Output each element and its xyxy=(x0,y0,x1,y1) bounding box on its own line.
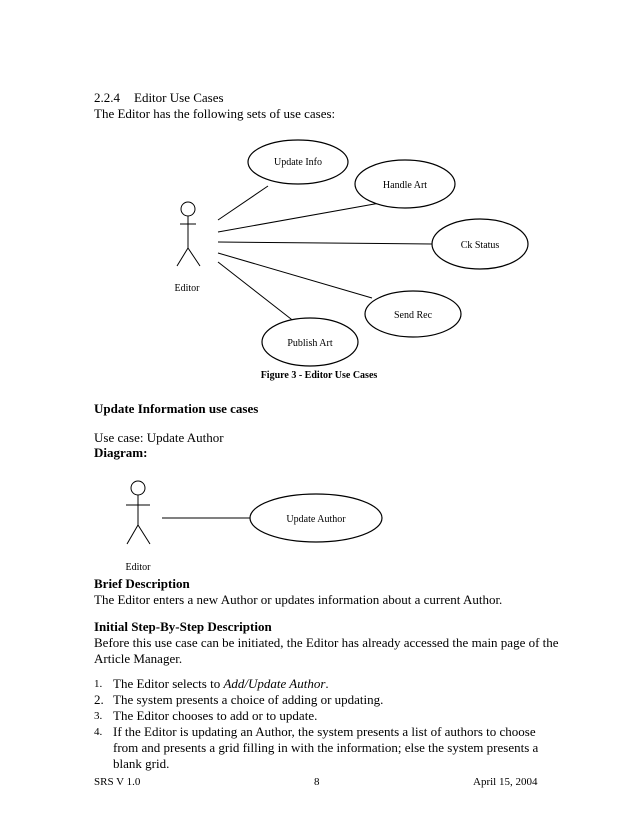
assoc-send-rec xyxy=(218,253,372,298)
figure3-actor xyxy=(177,202,200,266)
initial-line2: Article Manager. xyxy=(94,651,183,666)
initial-line1: Before this use case can be initiated, the Editor has already accessed the main page of the xyxy=(94,635,559,650)
step-item xyxy=(94,708,554,724)
brief-text: The Editor enters a new Author or updates information about a current Author. xyxy=(94,592,503,607)
footer-left: SRS V 1.0 xyxy=(94,776,141,788)
initial-heading: Initial Step-By-Step Description xyxy=(94,619,272,634)
step-item xyxy=(94,676,554,692)
figure3-actor-label: Editor xyxy=(174,283,200,294)
steps-list xyxy=(94,676,554,772)
page-number: 8 xyxy=(314,776,320,788)
assoc-handle-art xyxy=(218,203,380,232)
brief-heading: Brief Description xyxy=(94,576,190,591)
assoc-publish-art xyxy=(218,262,300,326)
step-number: 1. xyxy=(94,678,103,690)
step-number: 2. xyxy=(94,692,104,707)
footer-date: April 15, 2004 xyxy=(473,776,538,788)
usecase-handle-art: Handle Art xyxy=(382,180,428,191)
assoc-ck-status xyxy=(218,242,432,244)
step-item xyxy=(94,724,554,772)
section-number: 2.2.4 xyxy=(94,90,120,105)
usecase-publish-art: Publish Art xyxy=(287,338,333,349)
step-number: 3. xyxy=(94,710,103,722)
step-text: If the Editor is updating an Author, the system presents a list of authors to choose from and presents a grid filling in with the information; else the system presents a blank grid. xyxy=(113,724,539,771)
step-number: 4. xyxy=(94,726,103,738)
step-text-italic: Add/Update Author xyxy=(223,676,326,691)
use-case-line: Use case: Update Author xyxy=(94,430,224,445)
update-info-heading: Update Information use cases xyxy=(94,401,259,416)
assoc-update-info xyxy=(218,186,268,220)
usecase-update-author: Update Author xyxy=(286,514,346,525)
step-text: The Editor chooses to add or to update. xyxy=(113,708,318,723)
step-text: The Editor selects to xyxy=(113,676,224,691)
step-text: The system presents a choice of adding or updating. xyxy=(113,692,384,707)
diagram-label: Diagram: xyxy=(94,445,148,460)
usecase-update-info: Update Info xyxy=(273,157,323,168)
usecase-send-rec: Send Rec xyxy=(393,310,433,321)
figure3-caption: Figure 3 - Editor Use Cases xyxy=(260,370,378,381)
step-item xyxy=(94,692,554,708)
section-intro: The Editor has the following sets of use cases: xyxy=(94,106,336,121)
update-author-actor xyxy=(126,481,150,544)
usecase-ck-status: Ck Status xyxy=(460,240,500,251)
step-text-end: . xyxy=(325,676,329,691)
update-author-actor-label: Editor xyxy=(125,562,151,573)
section-title: Editor Use Cases xyxy=(134,90,224,105)
